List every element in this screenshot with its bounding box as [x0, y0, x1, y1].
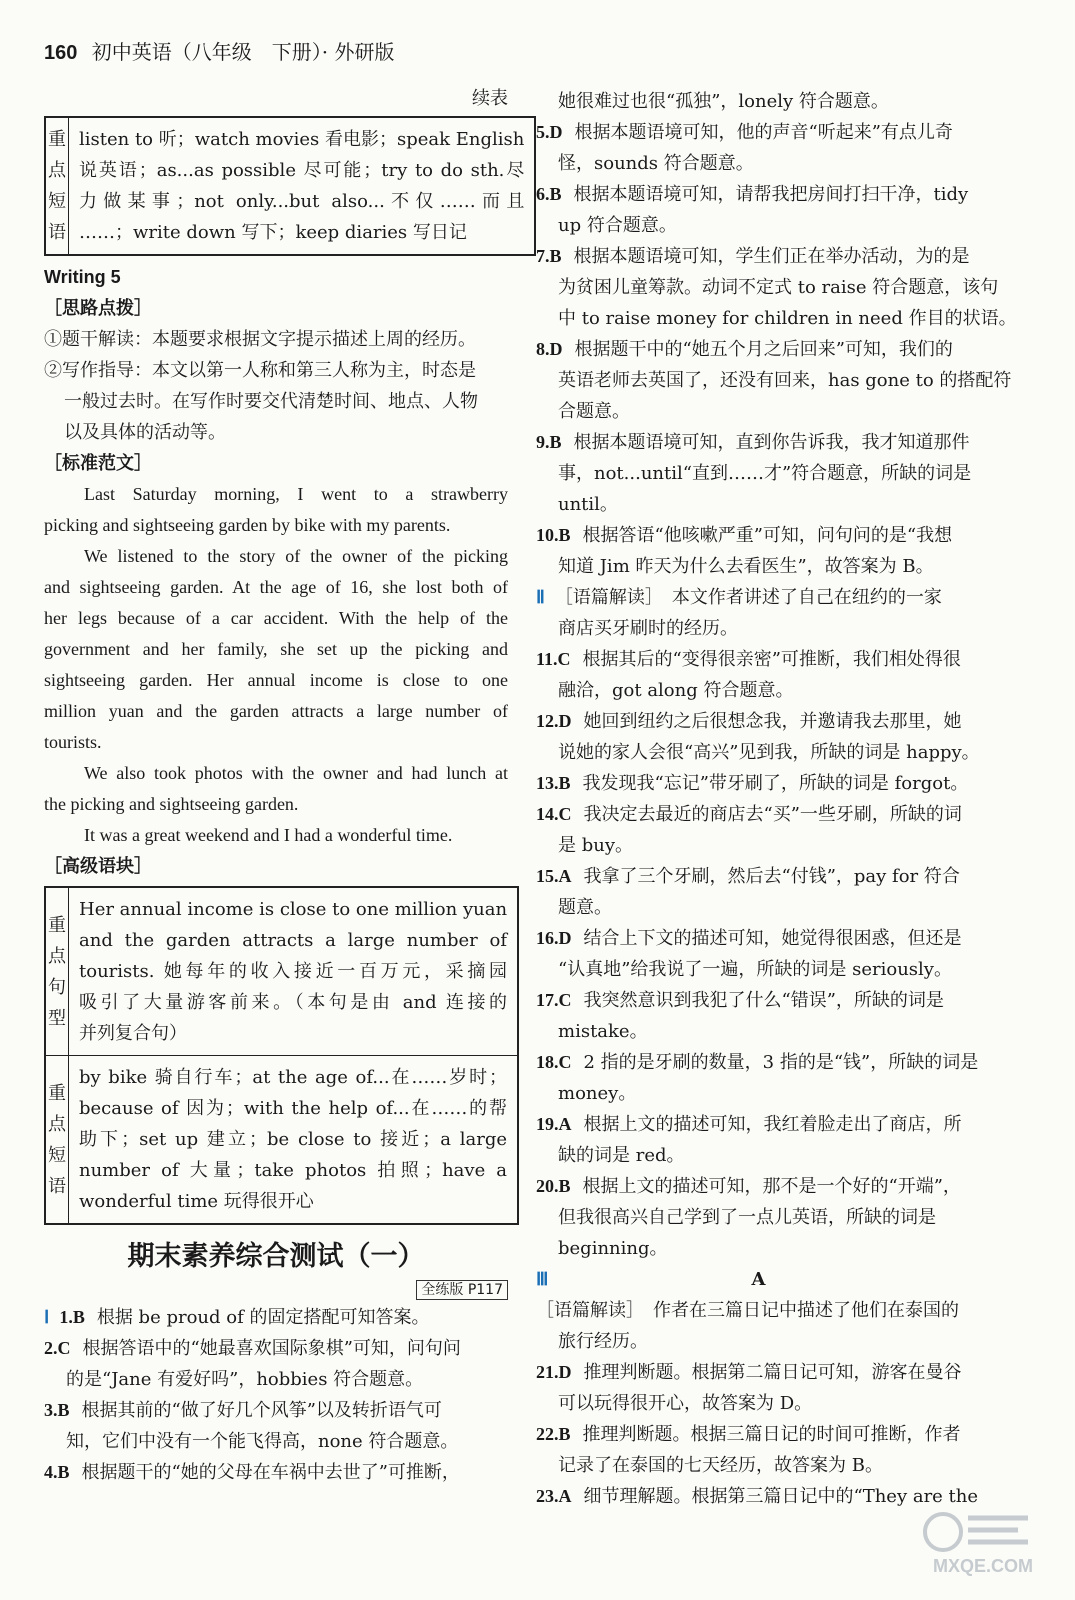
answer-item	[44, 1302, 508, 1333]
section-numeral: Ⅱ	[536, 587, 545, 607]
answer-number: 22.B	[536, 1424, 571, 1444]
answer-text: 事，not...until“直到……才”符合题意，所缺的词是	[558, 463, 972, 484]
answer-number: 5.D	[536, 122, 563, 142]
phrase-content-2	[69, 1056, 519, 1225]
section-intro: ［语篇解读］ 本文作者讲述了自己在纽约的一家	[554, 587, 942, 608]
answer-text: 根据题干中的“她五个月之后回来”可知，我们的	[574, 339, 953, 360]
answer-text: 怪，sounds 符合题意。	[558, 153, 754, 174]
phrase-line: listen to 听；watch movies 看电影；speak English	[79, 129, 525, 150]
phrase-line: ……；write down 写下；keep diaries 写日记	[79, 222, 467, 243]
continued-label: 续表	[472, 88, 508, 109]
answer-number: 7.B	[536, 246, 562, 266]
answer-text: 2 指的是牙刷的数量，3 指的是“钱”，所缺的词是	[583, 1052, 979, 1073]
essay-line: and sightseeing garden. At the age of 16, she lost both of	[44, 577, 508, 597]
essay-line: government and her family, she set up the picking and	[44, 639, 508, 659]
table-line: 助下；set up 建立；be close to 接近；a large	[79, 1129, 508, 1150]
essay-line: It was a great weekend and I had a wonderful time.	[84, 825, 453, 845]
table-line: by bike 骑自行车；at the age of...在……岁时；	[79, 1067, 508, 1088]
phrase-line: 力做某事；not only...but also...不仅……而且	[79, 191, 525, 212]
phrase-label: 重点短语	[45, 117, 69, 255]
essay-line: tourists.	[44, 732, 102, 752]
page-header	[44, 36, 394, 65]
essay-line: the picking and sightseeing garden.	[44, 794, 299, 814]
answer-text: 结合上下文的描述可知，她觉得很困惑，但还是	[583, 928, 962, 949]
phrase-table-2	[44, 886, 519, 1225]
table-line: number of 大量；take photos 拍照；have a	[79, 1160, 508, 1181]
writing-title: Writing 5	[44, 267, 121, 287]
sentence-label: 重点句型	[45, 887, 69, 1056]
answer-text: money。	[558, 1083, 637, 1104]
answer-text: until。	[558, 494, 618, 515]
answer-text: 根据本题语境可知，直到你告诉我，我才知道那件	[573, 432, 970, 453]
left-column	[44, 84, 525, 1488]
phrase-label-2: 重点短语	[45, 1056, 69, 1225]
answer-text: 英语老师去英国了，还没有回来，has gone to 的搭配符	[558, 370, 1012, 391]
answer-number: 10.B	[536, 525, 571, 545]
right-column	[536, 86, 1017, 1512]
answer-number: 19.A	[536, 1114, 572, 1134]
answer-text: 推理判断题。根据三篇日记的时间可推断，作者	[582, 1424, 961, 1445]
answer-text: up 符合题意。	[558, 215, 677, 236]
test-tag: 全练版 P117	[416, 1280, 508, 1300]
answer-number: 11.C	[536, 649, 571, 669]
answer-text: 缺的词是 red。	[558, 1145, 685, 1166]
answer-text: 根据本题语境可知，学生们正在举办活动，为的是	[573, 246, 970, 267]
essay	[44, 479, 508, 851]
section-part-label: A	[751, 1269, 766, 1290]
answer-text: 的是“Jane 有爱好吗”，hobbies 符合题意。	[66, 1369, 424, 1390]
answer-number: 17.C	[536, 990, 572, 1010]
section-intro: ［语篇解读］ 作者在三篇日记中描述了他们在泰国的	[536, 1300, 959, 1321]
answer-text: 合题意。	[558, 401, 630, 422]
answer-text: 为贫困儿童筹款。动词不定式 to raise 符合题意，该句	[558, 277, 999, 298]
phrase-table-1	[44, 116, 536, 256]
answer-text: 推理判断题。根据第二篇日记可知，游客在曼谷	[583, 1362, 962, 1383]
essay-line: her legs because of a car accident. With the help of the	[44, 608, 508, 628]
watermark-text: MXQE.COM	[932, 1556, 1034, 1576]
answer-text: 可以玩得很开心，故答案为 D。	[558, 1393, 813, 1414]
answer-text: “认真地”给我说了一遍，所缺的词是 seriously。	[558, 959, 952, 980]
answer-text: beginning。	[558, 1238, 668, 1259]
answer-text: 知，它们中没有一个能飞得高，none 符合题意。	[66, 1431, 459, 1452]
answer-number: 12.D	[536, 711, 572, 731]
answer-number: 21.D	[536, 1362, 572, 1382]
table-line: Her annual income is close to one million yuan	[79, 899, 508, 920]
page-number: 160	[44, 42, 78, 64]
answer-text: 她很难过也很“孤独”，lonely 符合题意。	[558, 91, 889, 112]
section-intro: 旅行经历。	[558, 1331, 648, 1352]
answer-text: 根据题干的“她的父母在车祸中去世了”可推断，	[81, 1462, 460, 1483]
sentence-content	[69, 887, 519, 1056]
answer-item	[44, 1333, 508, 1364]
answer-number: 9.B	[536, 432, 562, 452]
essay-line: picking and sightseeing garden by bike with my parents.	[44, 515, 451, 535]
answer-text: 细节理解题。根据第三篇日记中的“They are the	[583, 1486, 979, 1507]
answer-number: 3.B	[44, 1400, 70, 1420]
answer-text: 根据上文的描述可知，那不是一个好的“开端”，	[582, 1176, 961, 1197]
answer-item	[44, 1457, 508, 1488]
table-line: 吸引了大量游客前来。（本句是由 and 连接的	[79, 992, 508, 1013]
answer-text: 中 to raise money for children in need 作目的状语。	[558, 308, 1017, 329]
answer-list-left	[44, 1302, 508, 1488]
answer-text: 融洽，got along 符合题意。	[558, 680, 794, 701]
silu-line: ①题干解读：本题要求根据文字提示描述上周的经历。	[44, 329, 476, 350]
answer-number: 23.A	[536, 1486, 572, 1506]
table-line: and the garden attracts a large number of	[79, 930, 508, 951]
answer-text: 根据其后的“变得很亲密”可推断，我们相处得很	[582, 649, 961, 670]
silu-line: 一般过去时。在写作时要交代清楚时间、地点、人物	[64, 391, 478, 412]
answer-number: 13.B	[536, 773, 571, 793]
test-title: 期末素养综合测试（一）	[127, 1241, 425, 1272]
answer-text: 根据其前的“做了好几个风筝”以及转折语气可	[81, 1400, 442, 1421]
answer-text: 根据本题语境可知，他的声音“听起来”有点儿奇	[574, 122, 953, 143]
section-numeral: Ⅰ	[44, 1307, 50, 1327]
answer-number: 4.B	[44, 1462, 70, 1482]
answer-number: 16.D	[536, 928, 572, 948]
table-line: 并列复合句）	[79, 1023, 187, 1044]
table-line: wonderful time 玩得很开心	[79, 1191, 314, 1212]
answer-number: 18.C	[536, 1052, 572, 1072]
gaoji-title: ［高级语块］	[44, 856, 152, 877]
answer-text: mistake。	[558, 1021, 648, 1042]
answer-text: 我决定去最近的商店去“买”一些牙刷，所缺的词	[583, 804, 962, 825]
answer-text: 是 buy。	[558, 835, 634, 856]
silu-line: ②写作指导：本文以第一人称和第三人称为主，时态是	[44, 360, 476, 381]
book-title: 初中英语（八年级 下册）· 外研版	[91, 40, 395, 64]
answer-number: 14.C	[536, 804, 572, 824]
tag-row	[44, 1279, 508, 1300]
answer-number: 8.D	[536, 339, 563, 359]
answer-text: 我突然意识到我犯了什么“错误”，所缺的词是	[583, 990, 944, 1011]
phrase-content	[69, 117, 536, 255]
answer-text: 我发现我“忘记”带牙刷了，所缺的词是 forgot。	[582, 773, 969, 794]
phrase-line: 说英语；as...as possible 尽可能；try to do sth.尽	[79, 160, 525, 181]
answer-number: 15.A	[536, 866, 572, 886]
essay-line: We also took photos with the owner and had lunch at	[84, 763, 508, 783]
essay-line: sightseeing garden. Her annual income is close to one	[44, 670, 508, 690]
answer-text: 但我很高兴自己学到了一点儿英语，所缺的词是	[558, 1207, 936, 1228]
answer-text: 根据上文的描述可知，我红着脸走出了商店，所	[583, 1114, 962, 1135]
essay-line: Last Saturday morning, I went to a strawberry	[84, 484, 508, 504]
table-line: tourists. 她每年的收入接近一百万元，采摘园	[79, 961, 508, 982]
answer-number: 6.B	[536, 184, 562, 204]
answer-text: 记录了在泰国的七天经历，故答案为 B。	[558, 1455, 883, 1476]
answer-text: 她回到纽约之后很想念我，并邀请我去那里，她	[583, 711, 962, 732]
answer-text: 根据答语“他咳嗽严重”可知，问句问的是“我想	[582, 525, 953, 546]
answer-text: 知道 Jim 昨天为什么去看医生”，故答案为 B。	[558, 556, 934, 577]
answer-text: 根据本题语境可知，请帮我把房间打扫干净，tidy	[573, 184, 969, 205]
fanwen-title: ［标准范文］	[44, 453, 152, 474]
answer-number: 2.C	[44, 1338, 71, 1358]
silu-line: 以及具体的活动等。	[64, 422, 226, 443]
site-watermark-logo	[913, 1508, 1053, 1578]
answer-text: 题意。	[558, 897, 612, 918]
answer-text: 说她的家人会很“高兴”见到我，所缺的词是 happy。	[558, 742, 980, 763]
answer-number: 20.B	[536, 1176, 571, 1196]
answer-number: 1.B	[59, 1307, 85, 1327]
table-line: because of 因为；with the help of...在……的帮	[79, 1098, 508, 1119]
answer-text: 我拿了三个牙刷，然后去“付钱”，pay for 符合	[583, 866, 960, 887]
section-numeral: Ⅲ	[536, 1269, 549, 1289]
silu-title: ［思路点拨］	[44, 298, 152, 319]
answer-item	[44, 1395, 508, 1426]
answer-text: 根据答语中的“她最喜欢国际象棋”可知，问句问	[82, 1338, 461, 1359]
section-intro: 商店买牙刷时的经历。	[558, 618, 738, 639]
essay-line: We listened to the story of the owner of the picking	[84, 546, 508, 566]
essay-line: million yuan and the garden attracts a large number of	[44, 701, 508, 721]
answer-text: 根据 be proud of 的固定搭配可知答案。	[96, 1307, 430, 1328]
